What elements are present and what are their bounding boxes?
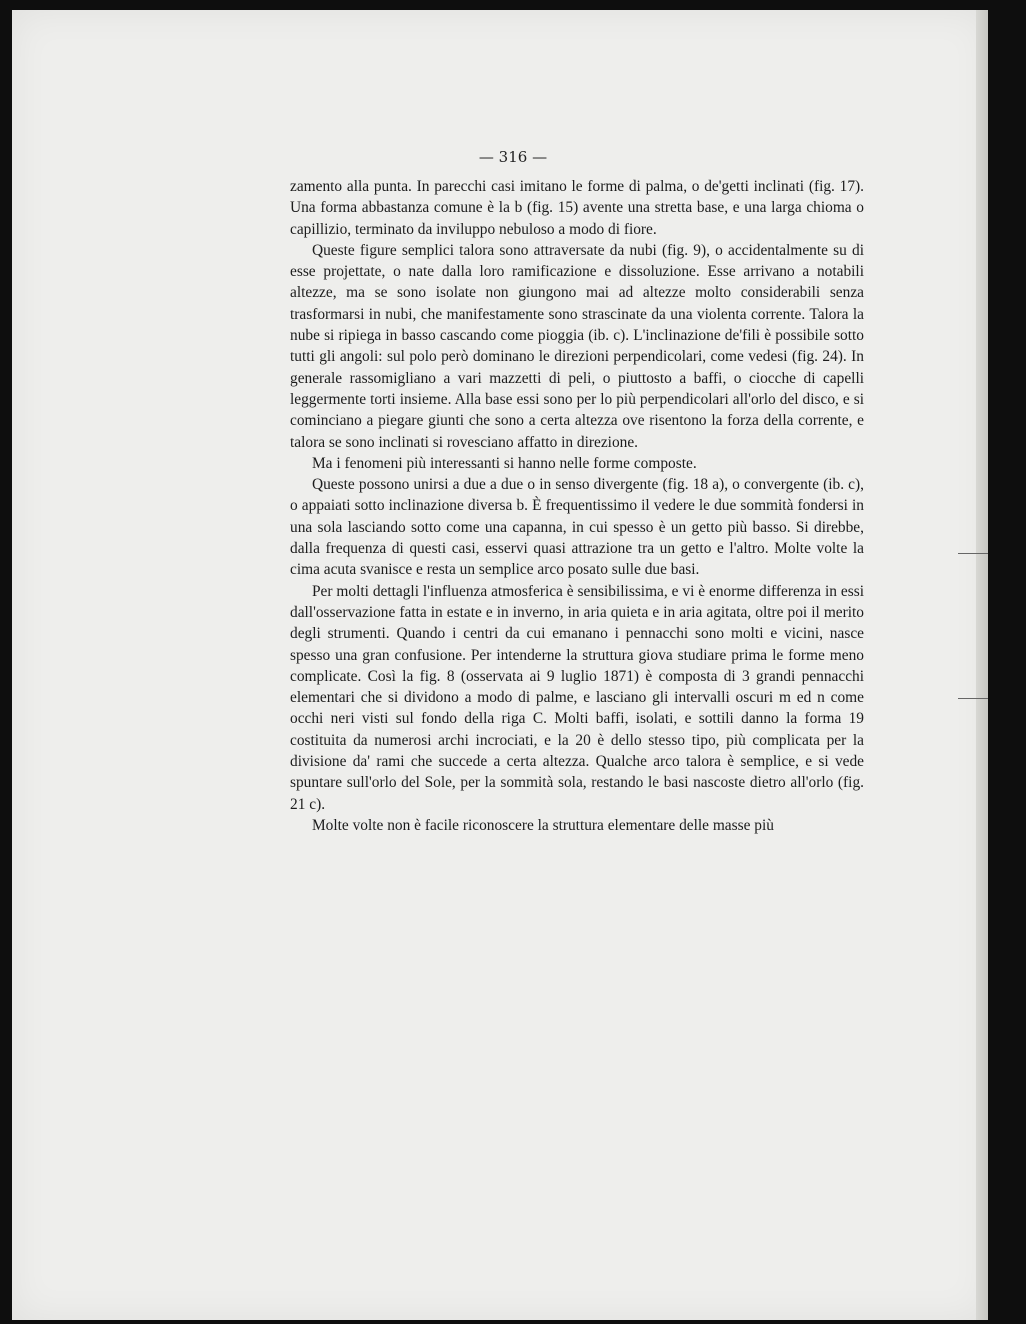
registration-mark <box>958 553 988 554</box>
paragraph: Ma i fenomeni più interessanti si hanno nelle forme composte. <box>312 454 697 472</box>
paragraph: Per molti dettagli l'influenza atmosferica è sensibilissima, e vi è enorme differenza in essi dall'osservazione fatta in estate e in inverno, in aria quieta e in aria agitata, oltre poi il merito degli strumenti. Quando i centri da cui emanano i pennacchi sono molti e vicini, nasce spesso una gran confusione. Per intenderne la struttura giova studiare prima le forme meno complicate. Così la fig. 8 (osservata ai 9 luglio 1871) è composta di 3 grandi pennacchi elementari che si dividono a modo di palme, e lasciano gli intervalli oscuri m ed n come occhi neri visti sul fondo della riga C. Molti baffi, isolati, e sottili danno la forma 19 costituita da numerosi archi incrociati, e la 20 è dello stesso tipo, più complicata per la divisione da' rami che succede a certa altezza. Qualche arco talora è semplice, e si vede spuntare sull'orlo del Sole, per la sommità sola, restando le basi nascoste dietro all'orlo (fig. 21 c). <box>290 582 864 813</box>
body-text <box>290 176 864 836</box>
paragraph: Molte volte non è facile riconoscere la struttura elementare delle masse più <box>312 816 774 834</box>
page-edge <box>976 10 988 1320</box>
paragraph: Queste figure semplici talora sono attraversate da nubi (fig. 9), o accidentalmente su di esse projettate, o nate dalla loro ramificazione e dissoluzione. Esse arrivano a notabili altezze, ma se sono isolate non giungono mai ad altezze molto considerabili senza trasformarsi in nubi, che manifestamente sono strascinate da una violenta corrente. Talora la nube si ripiega in basso cascando come pioggia (ib. c). L'inclinazione de'fili è possibile sotto tutti gli angoli: sul polo però dominano le direzioni perpendicolari, come vedesi (fig. 24). In generale rassomigliano a vari mazzetti di peli, o piuttosto a baffi, o ciocche di capelli leggermente torti insieme. Alla base essi sono per lo più perpendicolari all'orlo del disco, e si cominciano a piegare giunti che sono a certa altezza ove risentono la forza della corrente, e talora se sono inclinati si rovesciano affatto in direzione. <box>290 241 864 451</box>
registration-mark <box>958 698 988 699</box>
paragraph: zamento alla punta. In parecchi casi imitano le forme di palma, o de'getti inclinati (fig. 17). Una forma abbastanza comune è la b (fig. 15) avente una stretta base, e una larga chioma o capillizio, terminato da inviluppo nebuloso a modo di fiore. <box>290 178 864 238</box>
page-number: — 316 — <box>478 148 548 166</box>
paragraph: Queste possono unirsi a due a due o in senso divergente (fig. 18 a), o convergente (ib. c), o appaiati sotto inclinazione diversa b. È frequentissimo il vedere le due sommità fondersi in una sola lasciando sotto come una capanna, in cui spesso è un getto più basso. Si direbbe, dalla frequenza di questi casi, esservi quasi attrazione tra un getto e l'altro. Molte volte la cima acuta svanisce e resta un semplice arco posato sulle due basi. <box>290 476 864 579</box>
